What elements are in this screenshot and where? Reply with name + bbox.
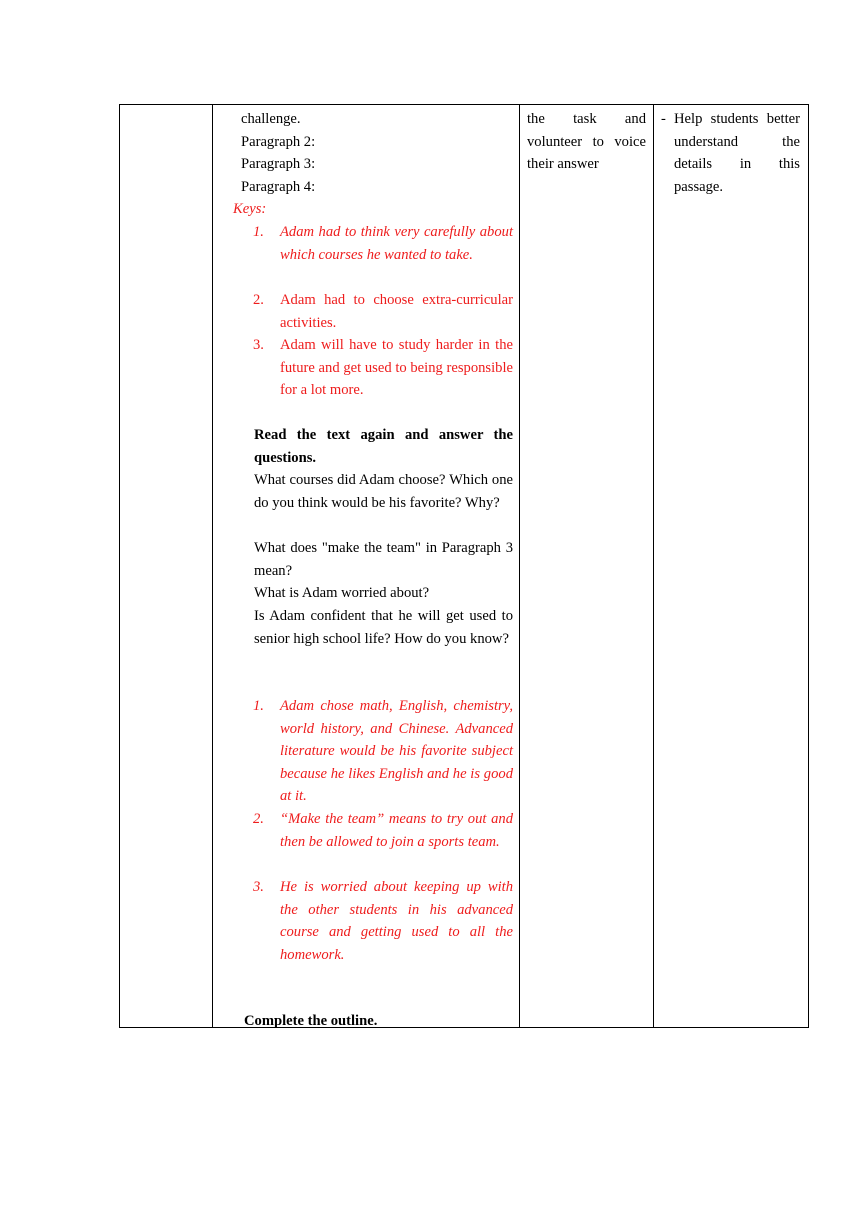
answer-number: 1. [253, 698, 264, 714]
answer-item [253, 876, 513, 966]
continuation-text: challenge. [241, 111, 301, 127]
lesson-plan-table [119, 104, 809, 1028]
key-number: 3. [253, 337, 264, 353]
answer-number: 2. [253, 811, 264, 827]
answer-item [253, 695, 513, 808]
students-column-cell [520, 105, 654, 1028]
step-column-cell [120, 105, 213, 1028]
purpose-column-cell [654, 105, 809, 1028]
question-text: Is Adam confident that he will get used to senior high school life? How do you know? [254, 608, 513, 647]
table-row [120, 105, 809, 1028]
answer-item [253, 808, 513, 876]
key-item [253, 221, 513, 289]
paragraph-3-label: Paragraph 3: [241, 156, 316, 172]
key-number: 1. [253, 224, 264, 240]
key-text: Adam will have to study harder in the future and get used to being responsible for a lot more. [280, 337, 513, 399]
purpose-text: Help students better understand the details in this passage. [674, 111, 800, 195]
read-again-heading: Read the text again and answer the questions. [254, 427, 513, 466]
question-text: What courses did Adam choose? Which one do you think would be his favorite? Why? [254, 472, 513, 511]
paragraph-4-label: Paragraph 4: [241, 179, 316, 195]
answer-number: 3. [253, 879, 264, 895]
key-item [253, 289, 513, 334]
key-number: 2. [253, 292, 264, 308]
outline-heading: Complete the outline. [244, 1013, 378, 1029]
answer-text: He is worried about keeping up with the other students in his advanced course and getting used to all the homework. [280, 879, 513, 963]
paragraph-2-label: Paragraph 2: [241, 134, 316, 150]
question-text: What does "make the team" in Paragraph 3 mean? [254, 540, 513, 579]
keys-label: Keys: [233, 201, 267, 217]
key-item [253, 334, 513, 402]
key-text: Adam had to think very carefully about which courses he wanted to take. [280, 224, 513, 263]
activity-column-cell [213, 105, 520, 1028]
students-activity-text: the task and volunteer to voice their answer [527, 111, 646, 173]
answer-text: Adam chose math, English, chemistry, world history, and Chinese. Advanced literature would be his favorite subject because he likes English and he is good at it. [280, 698, 513, 805]
purpose-bullet: - [661, 111, 666, 127]
answer-text: “Make the team” means to try out and then be allowed to join a sports team. [280, 811, 513, 850]
question-text: What is Adam worried about? [254, 585, 430, 601]
key-text: Adam had to choose extra-curricular activities. [280, 292, 513, 331]
